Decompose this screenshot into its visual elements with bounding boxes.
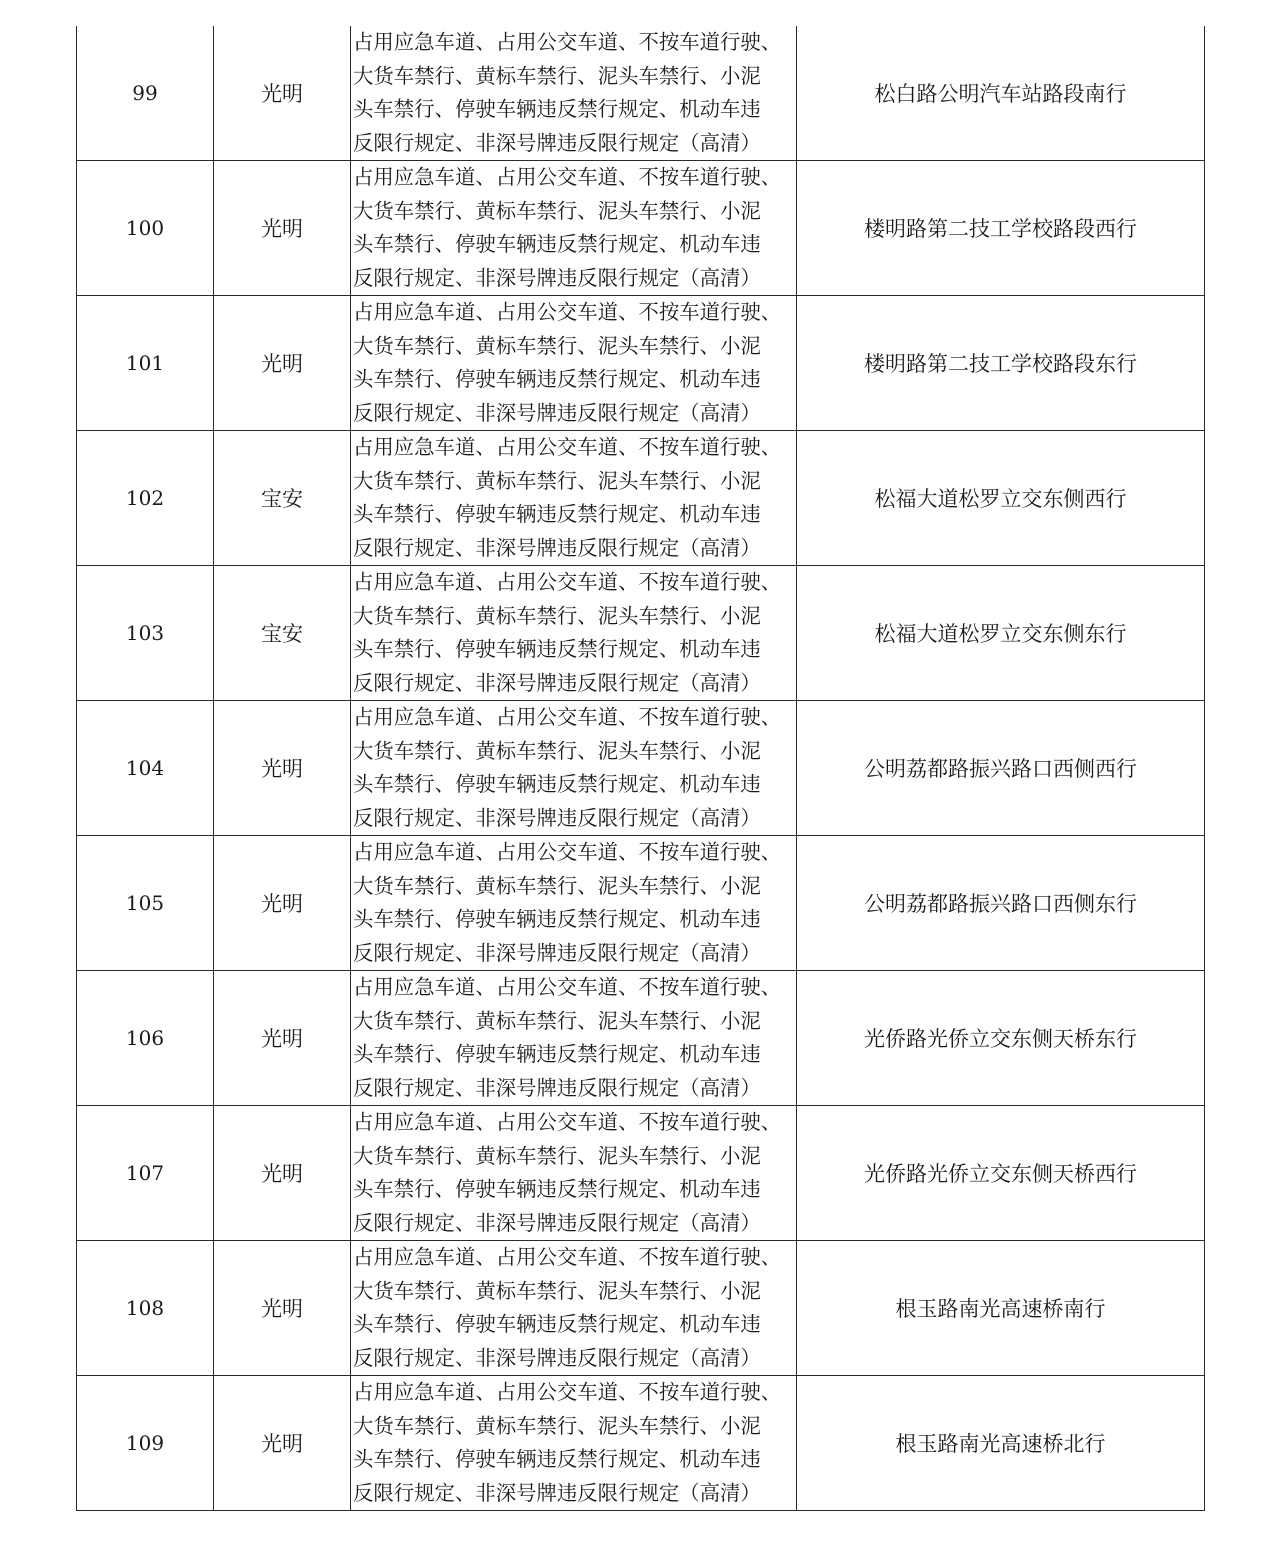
row-number: 99 (77, 26, 214, 161)
violation-line: 头车禁行、停驶车辆违反禁行规定、机动车违 (353, 97, 761, 121)
violation-line: 大货车禁行、黄标车禁行、泥头车禁行、小泥 (353, 603, 761, 628)
table-row (77, 701, 1205, 836)
violation-line: 占用应急车道、占用公交车道、不按车道行驶、 (353, 705, 782, 729)
violation-line: 大货车禁行、黄标车禁行、泥头车禁行、小泥 (353, 468, 761, 493)
row-district: 宝安 (214, 566, 351, 701)
violation-text (351, 836, 796, 970)
row-district: 光明 (214, 701, 351, 836)
violation-line: 反限行规定、非深号牌违反限行规定（高清） (353, 805, 761, 830)
row-location: 公明荔都路振兴路口西侧东行 (797, 836, 1205, 971)
violation-line: 头车禁行、停驶车辆违反禁行规定、机动车违 (353, 502, 761, 526)
violation-line: 大货车禁行、黄标车禁行、泥头车禁行、小泥 (353, 198, 761, 223)
row-violation-types (351, 161, 797, 296)
violation-line: 头车禁行、停驶车辆违反禁行规定、机动车违 (353, 1312, 761, 1336)
violation-line: 大货车禁行、黄标车禁行、泥头车禁行、小泥 (353, 873, 761, 898)
row-location: 光侨路光侨立交东侧天桥西行 (797, 1106, 1205, 1241)
violation-line: 反限行规定、非深号牌违反限行规定（高清） (353, 265, 761, 290)
row-location: 松福大道松罗立交东侧西行 (797, 431, 1205, 566)
violation-line: 占用应急车道、占用公交车道、不按车道行驶、 (353, 1110, 782, 1134)
violation-line: 头车禁行、停驶车辆违反禁行规定、机动车违 (353, 1042, 761, 1066)
row-location: 光侨路光侨立交东侧天桥东行 (797, 971, 1205, 1106)
row-violation-types (351, 431, 797, 566)
row-violation-types (351, 296, 797, 431)
violation-text (351, 566, 796, 700)
row-number: 102 (77, 431, 214, 566)
violation-line: 大货车禁行、黄标车禁行、泥头车禁行、小泥 (353, 63, 761, 88)
row-location: 楼明路第二技工学校路段东行 (797, 296, 1205, 431)
row-violation-types (351, 701, 797, 836)
row-number: 104 (77, 701, 214, 836)
violation-line: 占用应急车道、占用公交车道、不按车道行驶、 (353, 30, 782, 54)
violation-line: 反限行规定、非深号牌违反限行规定（高清） (353, 940, 761, 965)
violation-line: 占用应急车道、占用公交车道、不按车道行驶、 (353, 840, 782, 864)
violation-line: 反限行规定、非深号牌违反限行规定（高清） (353, 1345, 761, 1370)
violation-text (351, 1106, 796, 1240)
violation-line: 头车禁行、停驶车辆违反禁行规定、机动车违 (353, 1447, 761, 1471)
violation-line: 大货车禁行、黄标车禁行、泥头车禁行、小泥 (353, 1413, 761, 1438)
row-violation-types (351, 1241, 797, 1376)
row-district: 宝安 (214, 431, 351, 566)
table-row (77, 431, 1205, 566)
row-district: 光明 (214, 971, 351, 1106)
violation-line: 头车禁行、停驶车辆违反禁行规定、机动车违 (353, 367, 761, 391)
violation-line: 占用应急车道、占用公交车道、不按车道行驶、 (353, 975, 782, 999)
violation-line: 反限行规定、非深号牌违反限行规定（高清） (353, 1480, 761, 1505)
violation-line: 头车禁行、停驶车辆违反禁行规定、机动车违 (353, 1177, 761, 1201)
row-district: 光明 (214, 1241, 351, 1376)
violation-text (351, 971, 796, 1105)
table-row (77, 1376, 1205, 1511)
row-district: 光明 (214, 836, 351, 971)
table-row (77, 566, 1205, 701)
row-district: 光明 (214, 1376, 351, 1511)
row-violation-types (351, 836, 797, 971)
camera-table-body (77, 26, 1205, 1511)
violation-text (351, 431, 796, 565)
violation-line: 头车禁行、停驶车辆违反禁行规定、机动车违 (353, 907, 761, 931)
violation-line: 占用应急车道、占用公交车道、不按车道行驶、 (353, 300, 782, 324)
row-location: 根玉路南光高速桥南行 (797, 1241, 1205, 1376)
row-district: 光明 (214, 161, 351, 296)
row-district: 光明 (214, 26, 351, 161)
violation-text (351, 296, 796, 430)
violation-text (351, 701, 796, 835)
row-violation-types (351, 26, 797, 161)
violation-text (351, 1241, 796, 1375)
violation-line: 大货车禁行、黄标车禁行、泥头车禁行、小泥 (353, 1008, 761, 1033)
table-row (77, 971, 1205, 1106)
violation-line: 反限行规定、非深号牌违反限行规定（高清） (353, 130, 761, 155)
row-number: 101 (77, 296, 214, 431)
table-row (77, 161, 1205, 296)
table-row (77, 836, 1205, 971)
row-location: 公明荔都路振兴路口西侧西行 (797, 701, 1205, 836)
violation-line: 占用应急车道、占用公交车道、不按车道行驶、 (353, 1245, 782, 1269)
row-number: 108 (77, 1241, 214, 1376)
violation-line: 头车禁行、停驶车辆违反禁行规定、机动车违 (353, 232, 761, 256)
violation-line: 反限行规定、非深号牌违反限行规定（高清） (353, 670, 761, 695)
violation-line: 占用应急车道、占用公交车道、不按车道行驶、 (353, 1380, 782, 1404)
row-number: 100 (77, 161, 214, 296)
row-violation-types (351, 1106, 797, 1241)
violation-line: 头车禁行、停驶车辆违反禁行规定、机动车违 (353, 772, 761, 796)
table-row (77, 296, 1205, 431)
row-location: 根玉路南光高速桥北行 (797, 1376, 1205, 1511)
row-violation-types (351, 566, 797, 701)
violation-line: 占用应急车道、占用公交车道、不按车道行驶、 (353, 435, 782, 459)
row-number: 103 (77, 566, 214, 701)
row-location: 松福大道松罗立交东侧东行 (797, 566, 1205, 701)
row-violation-types (351, 1376, 797, 1511)
violation-line: 占用应急车道、占用公交车道、不按车道行驶、 (353, 165, 782, 189)
row-location: 松白路公明汽车站路段南行 (797, 26, 1205, 161)
violation-text (351, 26, 796, 160)
table-row (77, 1106, 1205, 1241)
row-location: 楼明路第二技工学校路段西行 (797, 161, 1205, 296)
violation-line: 反限行规定、非深号牌违反限行规定（高清） (353, 1210, 761, 1235)
violation-line: 大货车禁行、黄标车禁行、泥头车禁行、小泥 (353, 738, 761, 763)
table-row (77, 26, 1205, 161)
violation-line: 大货车禁行、黄标车禁行、泥头车禁行、小泥 (353, 1278, 761, 1303)
row-district: 光明 (214, 296, 351, 431)
violation-line: 头车禁行、停驶车辆违反禁行规定、机动车违 (353, 637, 761, 661)
row-violation-types (351, 971, 797, 1106)
violation-line: 反限行规定、非深号牌违反限行规定（高清） (353, 535, 761, 560)
violation-line: 占用应急车道、占用公交车道、不按车道行驶、 (353, 570, 782, 594)
violation-text (351, 1376, 796, 1510)
violation-line: 大货车禁行、黄标车禁行、泥头车禁行、小泥 (353, 1143, 761, 1168)
violation-line: 反限行规定、非深号牌违反限行规定（高清） (353, 400, 761, 425)
row-number: 107 (77, 1106, 214, 1241)
row-number: 106 (77, 971, 214, 1106)
violation-line: 大货车禁行、黄标车禁行、泥头车禁行、小泥 (353, 333, 761, 358)
row-district: 光明 (214, 1106, 351, 1241)
table-row (77, 1241, 1205, 1376)
row-number: 105 (77, 836, 214, 971)
row-number: 109 (77, 1376, 214, 1511)
violation-text (351, 161, 796, 295)
violation-line: 反限行规定、非深号牌违反限行规定（高清） (353, 1075, 761, 1100)
camera-table (76, 26, 1205, 1511)
